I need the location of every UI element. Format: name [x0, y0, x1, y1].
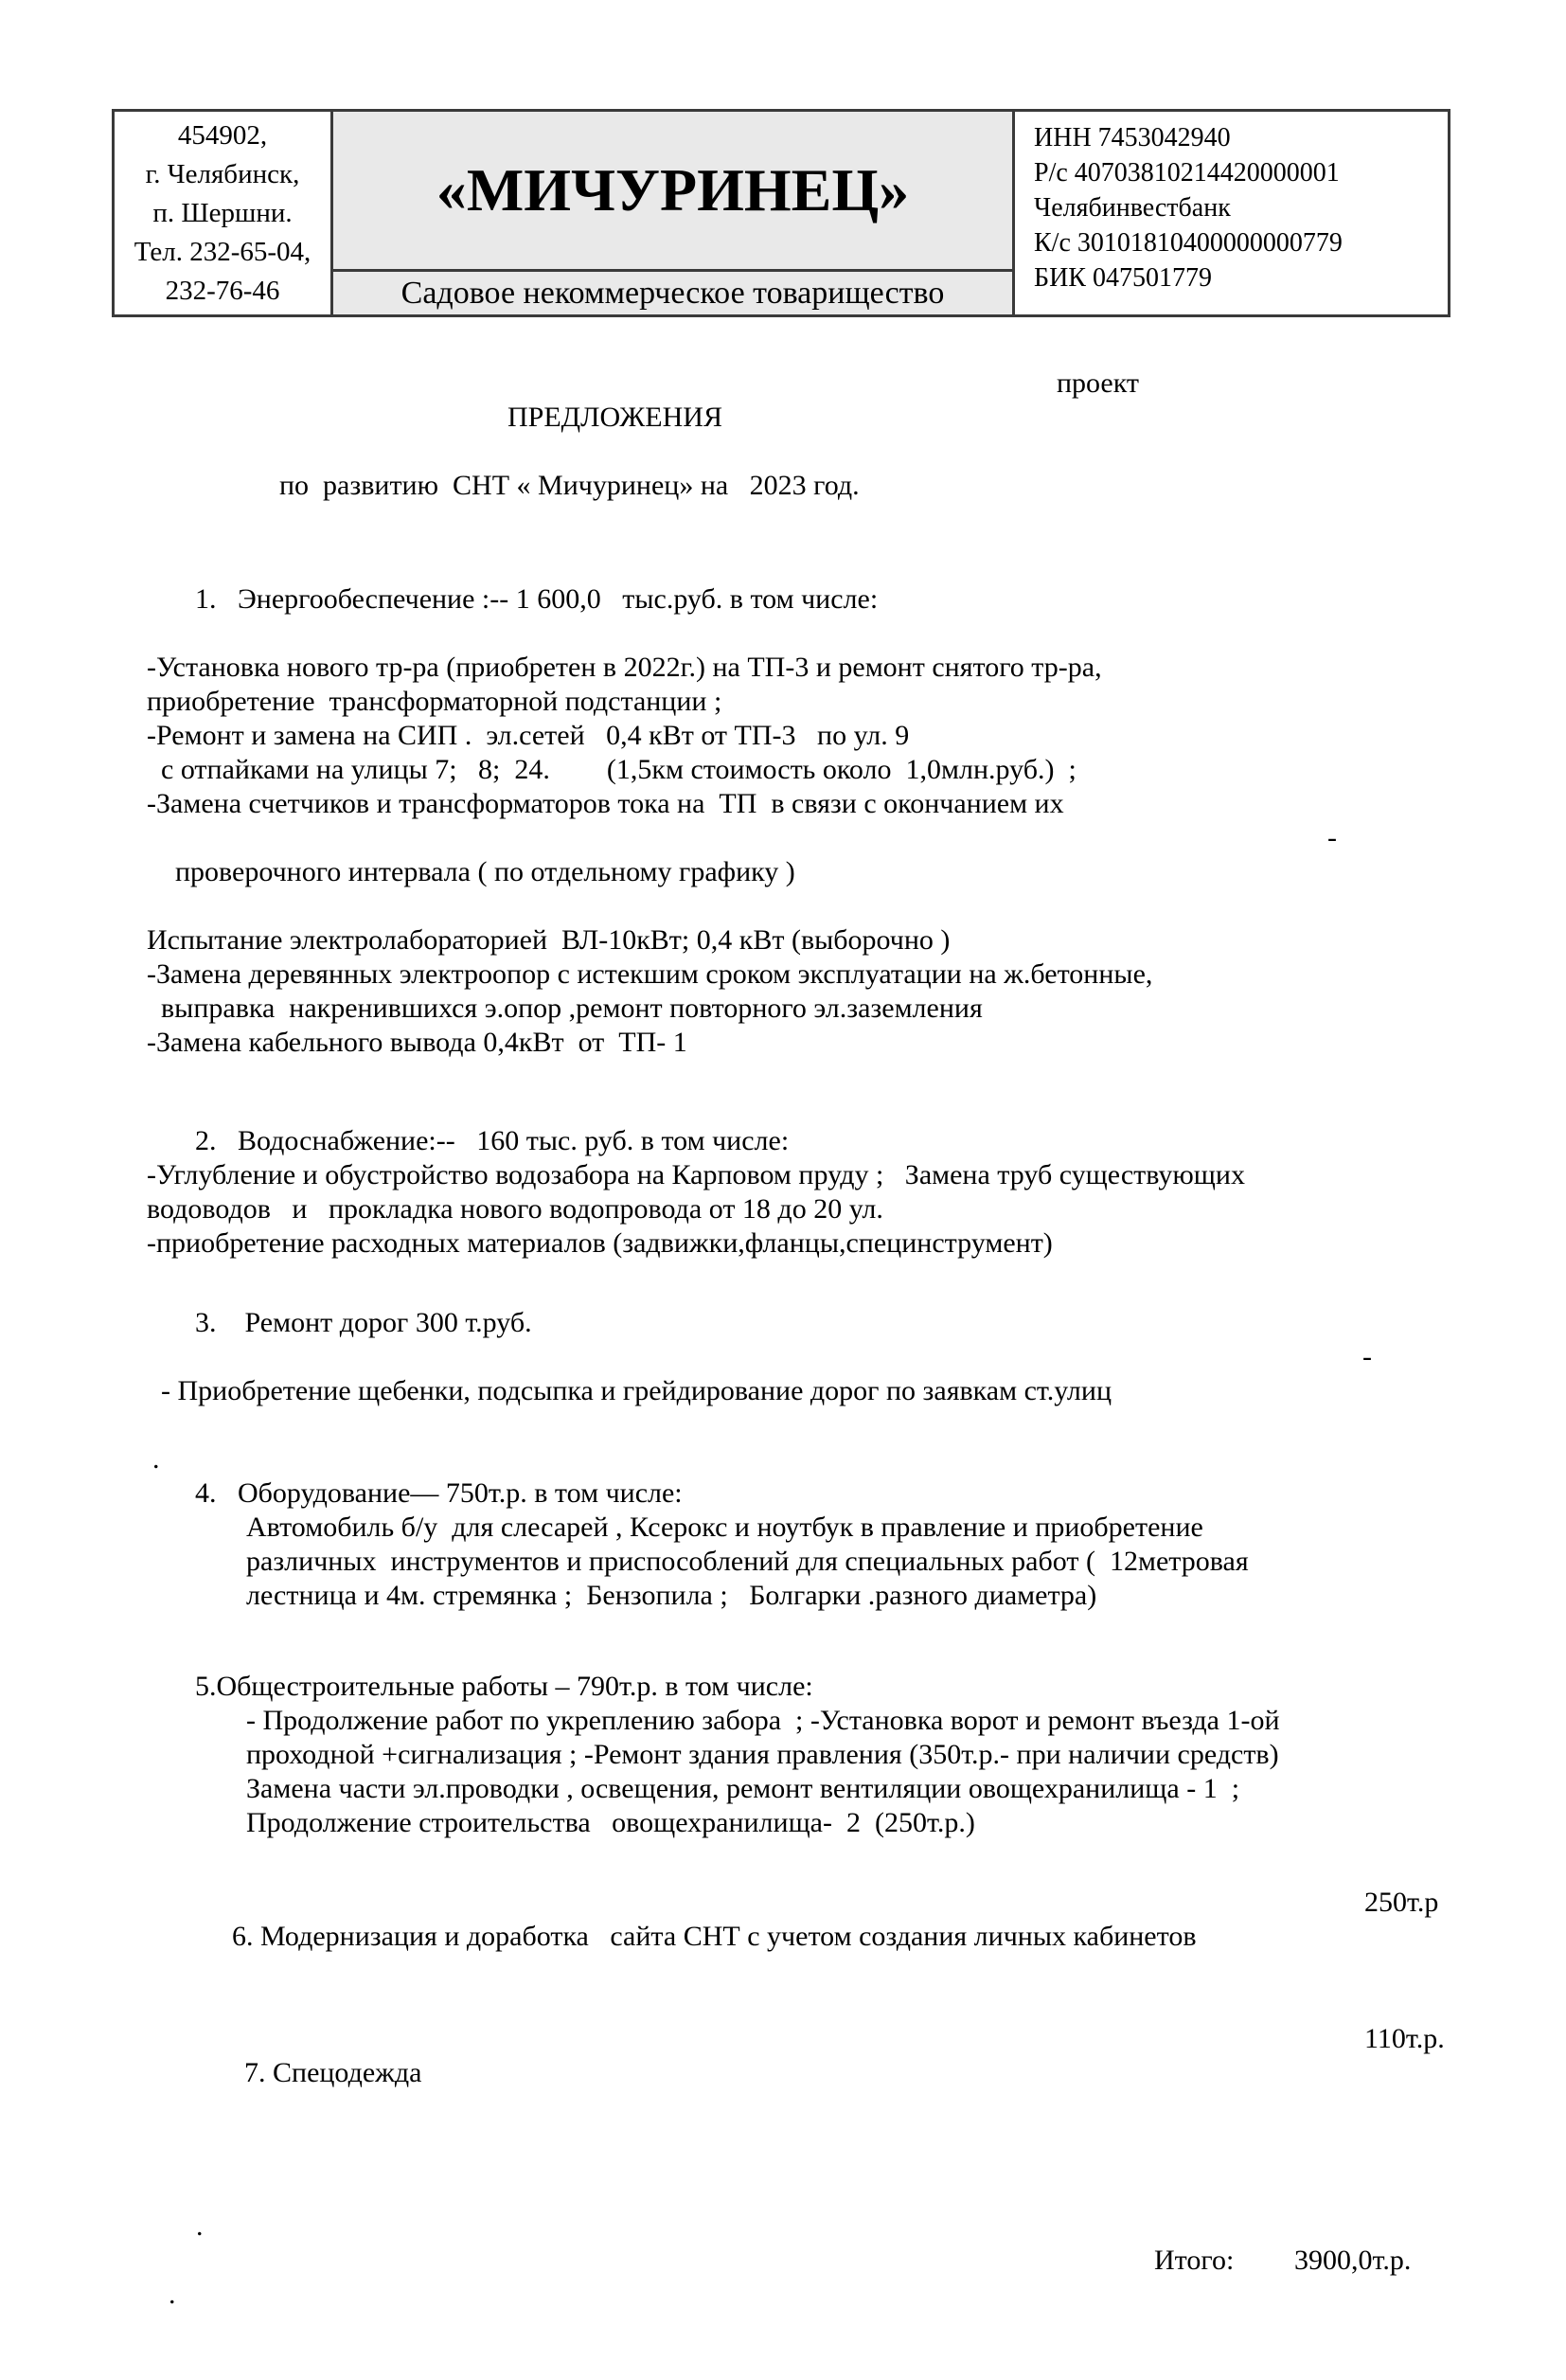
section-4-line: различных инструментов и приспособлений для специальных работ ( 12метровая [246, 1546, 1249, 1577]
section-1-line: -Замена счетчиков и трансформаторов тока на ТП в связи с окончанием их [147, 788, 1064, 819]
doc-subtitle: по развитию СНТ « Мичуринец» на 2023 год. [279, 470, 860, 501]
total-value: 3900,0т.р. [1294, 2245, 1412, 2276]
address-line: г. Челябинск, [145, 158, 300, 189]
total-line [0, 2244, 1566, 2380]
org-name: «МИЧУРИНЕЦ» [333, 112, 1012, 272]
section-6-heading: 6. Модернизация и доработка сайта СНТ с учетом создания личных кабинетов [232, 1921, 1197, 1952]
section-5-line: проходной +сигнализация ; -Ремонт здания правления (350т.р.- при наличии средств) [246, 1739, 1279, 1770]
section-1-heading: 1. Энергообеспечение :-- 1 600,0 тыс.руб. в том числе: [195, 583, 879, 615]
section-1-line: с отпайками на улицы 7; 8; 24. (1,5км стоимость около 1,0млн.руб.) ; [147, 754, 1077, 785]
section-6-value: 250т.р [1364, 1887, 1439, 1918]
bank-line-corr: К/с 30101810400000000779 [1034, 228, 1343, 258]
address-cell [115, 112, 333, 314]
section-2-line: -приобретение расходных материалов (задвижки,фланцы,специнструмент) [147, 1227, 1053, 1259]
section-3-line [0, 1340, 1566, 1442]
section-7-heading: 7. Спецодежда [244, 2057, 422, 2088]
section-6-line [0, 1886, 1566, 1988]
bank-line-account: Р/с 40703810214420000001 [1034, 158, 1340, 188]
section-1-line: Испытание электролабораторией ВЛ-10кВт; 0,4 кВт (выборочно ) [147, 924, 951, 956]
address-line: 232-76-46 [165, 275, 280, 306]
section-4-heading: 4. Оборудование— 750т.р. в том числе: [195, 1477, 683, 1509]
section-5-line: - Продолжение работ по укреплению забора ; -Установка ворот и ремонт въезда 1-ой [246, 1705, 1280, 1736]
header-table [112, 109, 1450, 317]
right-dash: - [1327, 822, 1337, 853]
right-dash: - [1362, 1341, 1372, 1372]
section-1-line: -Ремонт и замена на СИП . эл.сетей 0,4 кВт от ТП-3 по ул. 9 [147, 720, 910, 751]
section-5-heading: 5.Общестроительные работы – 790т.р. в том числе: [195, 1671, 813, 1702]
section-1-line: приобретение трансформаторной подстанции ; [147, 686, 722, 717]
doc-title-line [0, 367, 1566, 469]
section-2-line: водоводов и прокладка нового водопровода от 18 до 20 ул. [147, 1193, 883, 1225]
bank-details-cell [1012, 112, 1448, 314]
section-7-line [0, 2022, 1566, 2124]
section-2-heading: 2. Водоснабжение:-- 160 тыс. руб. в том числе: [195, 1125, 790, 1156]
section-3-line-text: - Приобретение щебенки, подсыпка и грейдирование дорог по заявкам ст.улиц [161, 1375, 1112, 1406]
section-5-line: Продолжение строительства овощехранилища- 2 (250т.р.) [246, 1807, 975, 1838]
bank-line-bik: БИК 047501779 [1034, 263, 1212, 293]
address-line: Тел. 232-65-04, [133, 236, 311, 267]
address-line: 454902, [177, 119, 268, 151]
section-1-line: выправка накренившихся э.опор ,ремонт повторного эл.заземления [147, 993, 983, 1024]
bank-line-inn: ИНН 7453042940 [1034, 123, 1231, 152]
stray-dot: . [169, 2279, 176, 2310]
section-1-line-text: проверочного интервала ( по отдельному графику ) [161, 856, 795, 887]
section-1-line: -Замена кабельного вывода 0,4кВт от ТП- 1 [147, 1027, 687, 1058]
bank-line-bankname: Челябинвестбанк [1034, 193, 1231, 223]
total-label: Итого: [1154, 2245, 1235, 2276]
doc-title-tag: проект [1057, 367, 1140, 399]
org-subtitle: Садовое некоммерческое товарищество [333, 272, 1012, 314]
section-2-line: -Углубление и обустройство водозабора на Карповом пруду ; Замена труб существующих [147, 1159, 1245, 1190]
section-5-line: Замена части эл.проводки , освещения, ремонт вентиляции овощехранилища - 1 ; [246, 1773, 1240, 1804]
section-4-line: лестница и 4м. стремянка ; Бензопила ; Болгарки .разного диаметра) [246, 1580, 1097, 1611]
section-4-line: Автомобиль б/у для слесарей , Ксерокс и ноутбук в правление и приобретение [246, 1512, 1203, 1543]
section-1-line: -Замена деревянных электроопор с истекшим сроком эксплуатации на ж.бетонные, [147, 958, 1153, 990]
stray-dot: . [152, 1443, 160, 1475]
doc-title: ПРЕДЛОЖЕНИЯ [507, 402, 722, 433]
section-1-line: -Установка нового тр-ра (приобретен в 2022г.) на ТП-3 и ремонт снятого тр-ра, [147, 652, 1102, 683]
address-line: п. Шершни. [152, 197, 293, 228]
stray-dot: . [196, 2210, 204, 2242]
section-3-heading: 3. Ремонт дорог 300 т.руб. [195, 1307, 532, 1338]
section-7-value: 110т.р. [1364, 2023, 1445, 2054]
section-1-line [0, 821, 1566, 923]
